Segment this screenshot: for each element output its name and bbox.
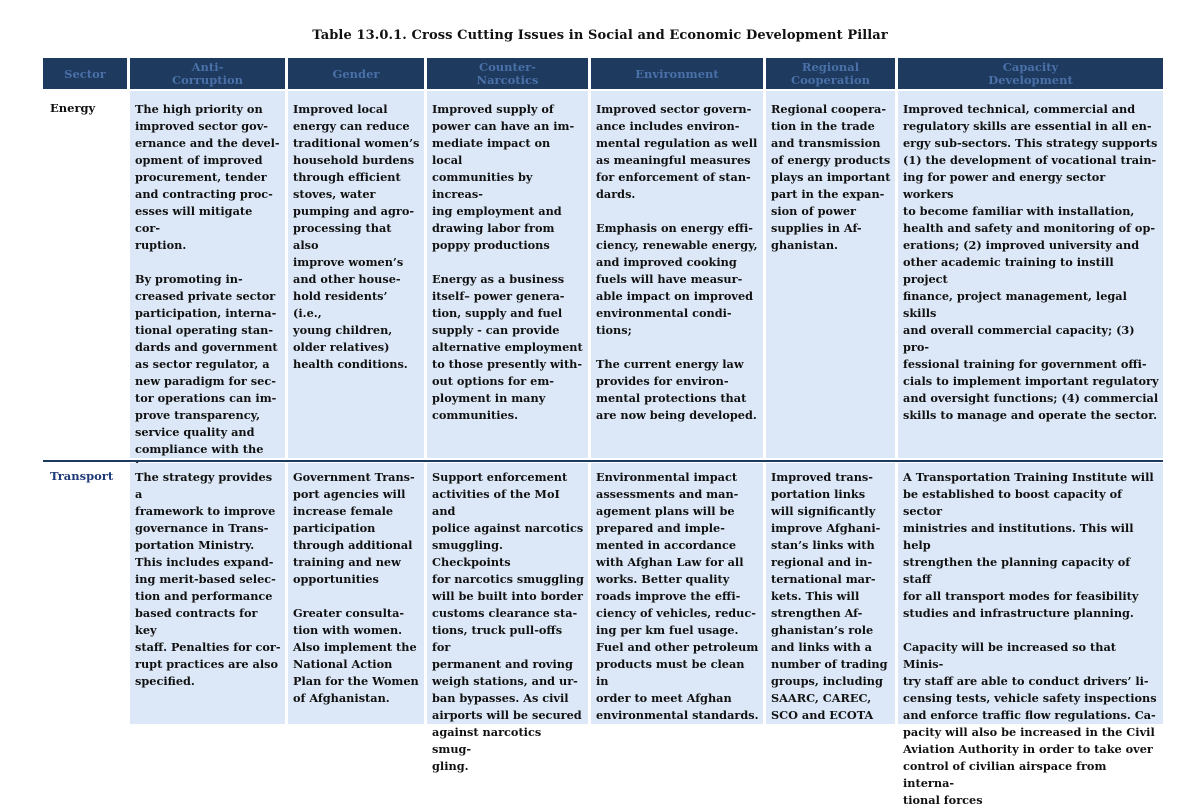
sector-label-transport: Transport (50, 469, 114, 483)
header-capacity-development: Capacity Development (898, 58, 1163, 89)
table-title: Table 13.0.1. Cross Cutting Issues in Social and Economic Development Pillar (312, 28, 888, 43)
cell-energy-environment: Improved sector govern- ance includes environ- mental regulation as well as meaningful measures for enforcement of stan- dards. Emphasis on energy effi- ciency, renewable energy, and improved cooking fuels will have measur- able impact on improved environmental condi- tions; The current energy law provides for environ- mental protections that are now being developed. (591, 91, 763, 458)
cell-transport-gender: Government Trans- port agencies will increase female participation through additional training and new opportunities Greater consulta- tion with women. Also implement the National Action Plan for the Women of Afghanistan. (288, 463, 424, 724)
cell-energy-gender: Improved local energy can reduce traditional women’s household burdens through efficient stoves, water pumping and agro- processing that also improve women’s and other house- hold residents’ (i.e., young children, older relatives) health conditions. (288, 91, 424, 458)
header-sector: Sector (43, 58, 127, 89)
cell-energy-anti-corruption: The high priority on improved sector gov- ernance and the devel- opment of improved procurement, tender and contracting proc- esses will mitigate cor- ruption. By promoting in- creased private sector participation, interna- tional operating stan- dards and government as sector regulator, a new paradigm for sec- tor operations can im- prove transparency, service quality and compliance with the (130, 91, 285, 458)
header-environment: Environment (591, 58, 763, 89)
cell-transport-environment: Environmental impact assessments and man- agement plans will be prepared and imple- mented in accordance with Afghan Law for all works. Better quality roads improve the effi- ciency of vehicles, reduc- ing per km fuel usage. Fuel and other petroleum products must be clean in order to meet Afghan environmental standards. (591, 463, 763, 724)
header-anti-corruption: Anti- Corruption (130, 58, 285, 89)
sector-label-energy: Energy (50, 101, 96, 115)
cell-transport-regional-cooperation: Improved trans- portation links will significantly improve Afghani- stan’s links with regional and in- ternational mar- kets. This will strengthen Af- ghanistan’s role and links with a number of trading groups, including SAARC, CAREC, SCO and ECOTA (766, 463, 895, 724)
header-gender: Gender (288, 58, 424, 89)
header-regional-cooperation: Regional Cooperation (766, 58, 895, 89)
header-counter-narcotics: Counter- Narcotics (427, 58, 588, 89)
cell-transport-capacity-development: A Transportation Training Institute will be established to boost capacity of sector ministries and institutions. This will help strengthen the planning capacity of staff for all transport modes for feasibility studies and infrastructure planning. Capacity will be increased so that Minis- try staff are able to conduct drivers’ li- censing tests, vehicle safety inspections and enforce traffic flow regulations. Ca- pacity will also be increased in the Civil Aviation Authority in order to take over control of civilian airspace from interna- tional forces (898, 463, 1163, 724)
cell-energy-regional-cooperation: Regional coopera- tion in the trade and transmission of energy products plays an important part in the expan- sion of power supplies in Af- ghanistan. (766, 91, 895, 458)
row-divider (43, 460, 1163, 462)
cell-transport-anti-corruption: The strategy provides a framework to improve governance in Trans- portation Ministry. This includes expand- ing merit-based selec- tion and performance based contracts for key staff. Penalties for cor- rupt practices are also specified. (130, 463, 285, 724)
cell-energy-counter-narcotics: Improved supply of power can have an im- mediate impact on local communities by increas- ing employment and drawing labor from poppy productions Energy as a business itself– power genera- tion, supply and fuel supply - can provide alternative employment to those presently with- out options for em- ployment in many communities. (427, 91, 588, 458)
cell-transport-counter-narcotics: Support enforcement activities of the MoI and police against narcotics smuggling. Checkpoints for narcotics smuggling will be built into border customs clearance sta- tions, truck pull-offs for permanent and roving weigh stations, and ur- ban bypasses. As civil airports will be secured against narcotics smug- gling. (427, 463, 588, 724)
cell-energy-capacity-development: Improved technical, commercial and regulatory skills are essential in all en- ergy sub-sectors. This strategy supports (1) the development of vocational train- ing for power and energy sector workers to become familiar with installation, health and safety and monitoring of op- erations; (2) improved university and other academic training to instill project finance, project management, legal skills and overall commercial capacity; (3) pro- fessional training for government offi- cials to implement important regulatory and oversight functions; (4) commercial skills to manage and operate the sector. (898, 91, 1163, 458)
